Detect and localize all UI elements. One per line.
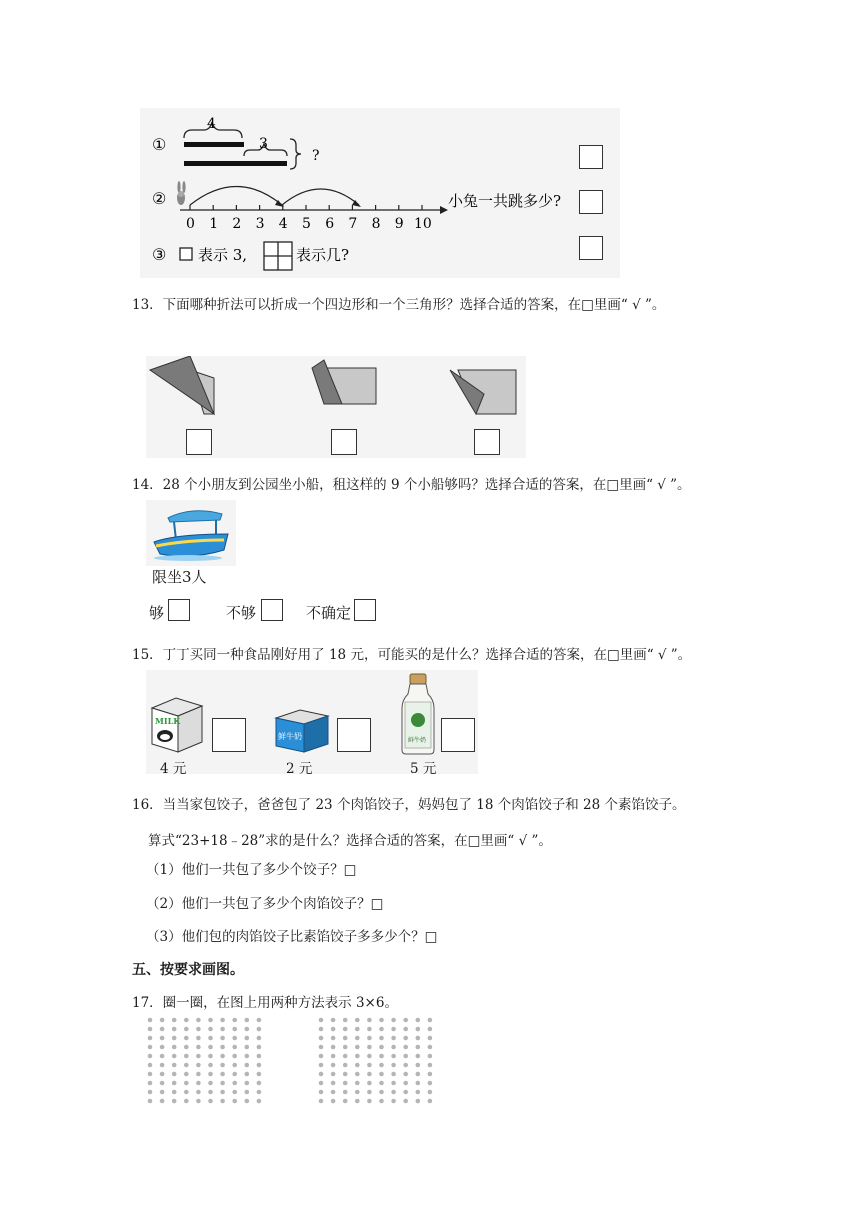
dot <box>172 1099 177 1104</box>
q15-option-box-2[interactable] <box>337 718 371 752</box>
numberline-label-6: 6 <box>325 216 335 232</box>
dot <box>403 1081 408 1086</box>
dot <box>331 1090 336 1095</box>
dot <box>196 1081 201 1086</box>
dot <box>257 1018 262 1023</box>
dot <box>379 1045 384 1050</box>
bar-bottom <box>184 161 287 166</box>
dot <box>331 1054 336 1059</box>
dot <box>196 1099 201 1104</box>
dot <box>416 1018 421 1023</box>
dot <box>379 1072 384 1077</box>
dot <box>367 1072 372 1077</box>
dot <box>257 1027 262 1032</box>
dot <box>220 1072 225 1077</box>
dot <box>379 1027 384 1032</box>
dot <box>257 1036 262 1041</box>
dot <box>232 1090 237 1095</box>
q12-figure <box>140 108 620 278</box>
dot <box>220 1027 225 1032</box>
dot <box>245 1072 250 1077</box>
dot <box>232 1027 237 1032</box>
dot <box>343 1090 348 1095</box>
dot <box>403 1072 408 1077</box>
q14-option-label-3: 不确定 <box>306 604 352 622</box>
dot <box>428 1045 433 1050</box>
dot <box>184 1072 189 1077</box>
dot <box>184 1027 189 1032</box>
dot <box>257 1072 262 1077</box>
dot <box>343 1036 348 1041</box>
dot <box>208 1099 213 1104</box>
dot <box>391 1099 396 1104</box>
numberline-label-8: 8 <box>371 216 381 232</box>
boat-icon <box>146 500 236 566</box>
dot <box>160 1099 165 1104</box>
dot <box>403 1099 408 1104</box>
dot <box>355 1054 360 1059</box>
dot <box>416 1099 421 1104</box>
dot <box>184 1036 189 1041</box>
dot <box>220 1045 225 1050</box>
dot <box>232 1081 237 1086</box>
q13-text: 13．下面哪种折法可以折成一个四边形和一个三角形？选择合适的答案，在□里画“ √ ”。 <box>132 297 666 313</box>
dot <box>184 1054 189 1059</box>
bar-top <box>184 142 244 147</box>
dot <box>148 1072 153 1077</box>
dot <box>391 1027 396 1032</box>
dot <box>428 1054 433 1059</box>
dot <box>379 1081 384 1086</box>
dot <box>196 1018 201 1023</box>
small-square <box>180 248 192 260</box>
dot <box>391 1045 396 1050</box>
dot <box>160 1090 165 1095</box>
box-means-text: 表示 3, <box>198 246 248 264</box>
dot <box>331 1036 336 1041</box>
fresh-milk-text: 鲜牛奶 <box>278 732 302 741</box>
q14-text: 14．28 个小朋友到公园坐小船，租这样的 9 个小船够吗？选择合适的答案，在□里画“ √ ”。 <box>132 477 691 493</box>
boat-limit-label: 限坐3人 <box>152 568 207 586</box>
q16-option-1[interactable]: （1）他们一共包了多少个饺子？□ <box>146 862 357 878</box>
q16-option-2[interactable]: （2）他们一共包了多少个肉馅饺子？□ <box>146 896 384 912</box>
dot <box>172 1081 177 1086</box>
dot <box>391 1036 396 1041</box>
dot <box>331 1018 336 1023</box>
dot <box>220 1063 225 1068</box>
q15-text: 15．丁丁买同一种食品刚好用了 18 元，可能买的是什么？选择合适的答案，在□里画“ √ ”。 <box>132 647 692 663</box>
dot <box>220 1054 225 1059</box>
dot <box>343 1081 348 1086</box>
circle-1: ① <box>152 135 167 154</box>
milk-carton-icon <box>146 694 208 754</box>
q12-answer-box-3[interactable] <box>579 236 603 260</box>
numberline-label-10: 10 <box>414 216 432 232</box>
grid-means-text: 表示几? <box>296 246 350 264</box>
dot <box>343 1099 348 1104</box>
dot <box>343 1027 348 1032</box>
dot <box>172 1054 177 1059</box>
dot <box>160 1027 165 1032</box>
dot-grid-left[interactable] <box>146 1016 264 1104</box>
dot <box>319 1063 324 1068</box>
dot <box>391 1063 396 1068</box>
dot <box>184 1081 189 1086</box>
dot <box>355 1045 360 1050</box>
dot <box>416 1072 421 1077</box>
dot <box>245 1054 250 1059</box>
price-label-3: 5 元 <box>410 761 437 777</box>
dot <box>331 1081 336 1086</box>
dot <box>208 1072 213 1077</box>
dot <box>428 1027 433 1032</box>
numberline-label-1: 1 <box>209 216 219 232</box>
dot <box>208 1018 213 1023</box>
dot <box>257 1054 262 1059</box>
dot <box>319 1045 324 1050</box>
q15-option-box-3[interactable] <box>441 718 475 752</box>
dot <box>343 1072 348 1077</box>
dot <box>367 1036 372 1041</box>
dot <box>391 1054 396 1059</box>
dot <box>196 1054 201 1059</box>
dot <box>416 1054 421 1059</box>
dot <box>391 1072 396 1077</box>
q14-option-box-1[interactable] <box>168 599 190 621</box>
numberline-label-2: 2 <box>232 216 242 232</box>
dot <box>172 1045 177 1050</box>
dot <box>196 1072 201 1077</box>
dot <box>196 1090 201 1095</box>
dot <box>355 1072 360 1077</box>
dot <box>172 1063 177 1068</box>
dot <box>391 1090 396 1095</box>
dot <box>196 1027 201 1032</box>
dot <box>367 1045 372 1050</box>
dot <box>172 1027 177 1032</box>
q16-line-1: 16．当当家包饺子，爸爸包了 23 个肉馅饺子，妈妈包了 18 个肉馅饺子和 28 个素馅饺子。 <box>132 797 686 813</box>
milk-bottle-icon <box>398 672 438 756</box>
dot <box>220 1081 225 1086</box>
dot <box>428 1099 433 1104</box>
dot <box>416 1027 421 1032</box>
price-label-1: 4 元 <box>160 761 187 777</box>
price-label-2: 2 元 <box>286 761 313 777</box>
q16-line-2: 算式“23+18﹣28”求的是什么？选择合适的答案，在□里画“ √ ”。 <box>148 833 552 849</box>
q13-option-box-1[interactable] <box>186 429 212 455</box>
dot <box>319 1036 324 1041</box>
dot <box>208 1063 213 1068</box>
dot <box>220 1099 225 1104</box>
dot <box>355 1081 360 1086</box>
dot <box>160 1054 165 1059</box>
dot <box>160 1072 165 1077</box>
q13-option-box-3[interactable] <box>474 429 500 455</box>
circle-2: ② <box>152 189 167 208</box>
dot <box>208 1045 213 1050</box>
q12-answer-box-2[interactable] <box>579 190 603 214</box>
dot <box>257 1081 262 1086</box>
numberline-label-5: 5 <box>302 216 311 232</box>
circle-3: ③ <box>152 245 167 264</box>
dot <box>343 1045 348 1050</box>
q14-option-box-2[interactable] <box>261 599 283 621</box>
bar-bottom-label: 3 <box>259 136 268 152</box>
dot <box>245 1090 250 1095</box>
milk-carton-text: MILK <box>155 716 181 726</box>
dot <box>355 1027 360 1032</box>
dot <box>331 1072 336 1077</box>
dot <box>196 1063 201 1068</box>
dot <box>319 1099 324 1104</box>
dot <box>220 1090 225 1095</box>
dot <box>403 1036 408 1041</box>
dot <box>367 1081 372 1086</box>
q16-option-3[interactable]: （3）他们包的肉馅饺子比素馅饺子多多少个？□ <box>146 929 438 945</box>
dot <box>403 1027 408 1032</box>
dot <box>331 1063 336 1068</box>
numberline-label-7: 7 <box>348 216 358 232</box>
dot <box>331 1099 336 1104</box>
numberline-label-3: 3 <box>255 216 265 232</box>
dot <box>416 1063 421 1068</box>
dot <box>257 1090 262 1095</box>
dot <box>379 1054 384 1059</box>
dot <box>403 1054 408 1059</box>
dot <box>379 1063 384 1068</box>
dot <box>319 1090 324 1095</box>
dot <box>343 1054 348 1059</box>
dot <box>367 1027 372 1032</box>
dot <box>416 1036 421 1041</box>
dot <box>391 1018 396 1023</box>
dot <box>232 1045 237 1050</box>
bottle-text: 鲜牛奶 <box>408 737 427 744</box>
dot <box>416 1090 421 1095</box>
q14-option-box-3[interactable] <box>354 599 376 621</box>
dot <box>148 1081 153 1086</box>
dot <box>428 1036 433 1041</box>
dot <box>403 1045 408 1050</box>
dot <box>245 1027 250 1032</box>
dot <box>403 1018 408 1023</box>
dot <box>343 1018 348 1023</box>
dot <box>160 1045 165 1050</box>
dot <box>319 1054 324 1059</box>
dot <box>319 1018 324 1023</box>
dot <box>172 1072 177 1077</box>
dot <box>148 1099 153 1104</box>
dot <box>148 1063 153 1068</box>
dot <box>355 1018 360 1023</box>
dot <box>257 1045 262 1050</box>
dot <box>428 1081 433 1086</box>
dot <box>379 1099 384 1104</box>
bar-top-label: 4 <box>207 116 216 132</box>
dot <box>331 1045 336 1050</box>
dot <box>355 1090 360 1095</box>
dot <box>208 1081 213 1086</box>
dot <box>367 1063 372 1068</box>
dot <box>232 1072 237 1077</box>
dot <box>257 1063 262 1068</box>
dot <box>148 1045 153 1050</box>
dot <box>184 1099 189 1104</box>
dot <box>160 1036 165 1041</box>
numberline-label-4: 4 <box>278 216 288 232</box>
q15-option-box-1[interactable] <box>212 718 246 752</box>
dot <box>257 1099 262 1104</box>
numberline-label-9: 9 <box>394 216 404 232</box>
dot <box>245 1063 250 1068</box>
dot <box>245 1036 250 1041</box>
dot <box>232 1054 237 1059</box>
fresh-milk-carton-icon <box>272 706 334 754</box>
dot <box>403 1063 408 1068</box>
dot <box>331 1027 336 1032</box>
dot <box>355 1036 360 1041</box>
dot <box>148 1054 153 1059</box>
q13-option-box-2[interactable] <box>331 429 357 455</box>
dot <box>245 1099 250 1104</box>
dot <box>184 1045 189 1050</box>
numberline-label-0: 0 <box>186 216 195 232</box>
dot <box>379 1018 384 1023</box>
dot <box>428 1063 433 1068</box>
dot <box>319 1072 324 1077</box>
dot <box>160 1063 165 1068</box>
dot <box>160 1081 165 1086</box>
question-mark: ? <box>312 148 320 164</box>
dot <box>184 1090 189 1095</box>
dot <box>379 1090 384 1095</box>
grid-square <box>264 242 292 270</box>
dot <box>379 1036 384 1041</box>
q12-answer-box-1[interactable] <box>579 145 603 169</box>
dot <box>391 1081 396 1086</box>
dot <box>428 1090 433 1095</box>
dot <box>208 1054 213 1059</box>
dot <box>343 1063 348 1068</box>
dot <box>220 1036 225 1041</box>
dot <box>148 1018 153 1023</box>
q14-option-label-1: 够 <box>149 604 165 622</box>
dot <box>428 1018 433 1023</box>
dot <box>208 1027 213 1032</box>
rabbit-question: 小兔一共跳多少? <box>448 192 562 210</box>
dot <box>428 1072 433 1077</box>
q17-text: 17．圈一圈，在图上用两种方法表示 3×6。 <box>132 995 398 1011</box>
dot <box>367 1054 372 1059</box>
dot <box>355 1099 360 1104</box>
dot <box>184 1018 189 1023</box>
dot <box>172 1090 177 1095</box>
dot <box>416 1081 421 1086</box>
dot <box>220 1018 225 1023</box>
dot <box>172 1036 177 1041</box>
dot <box>232 1018 237 1023</box>
dot <box>196 1036 201 1041</box>
dot <box>184 1063 189 1068</box>
dot <box>232 1036 237 1041</box>
dot <box>172 1018 177 1023</box>
dot <box>160 1018 165 1023</box>
dot <box>208 1036 213 1041</box>
dot <box>245 1081 250 1086</box>
dot <box>245 1045 250 1050</box>
dot <box>403 1090 408 1095</box>
dot <box>355 1063 360 1068</box>
dot <box>196 1045 201 1050</box>
dot <box>319 1027 324 1032</box>
dot <box>148 1090 153 1095</box>
section-5-title: 五、按要求画图。 <box>132 962 244 978</box>
dot <box>148 1036 153 1041</box>
dot <box>367 1099 372 1104</box>
dot-grid-right[interactable] <box>317 1016 435 1104</box>
dot <box>367 1090 372 1095</box>
dot <box>148 1027 153 1032</box>
q14-option-label-2: 不够 <box>226 604 257 622</box>
dot <box>232 1099 237 1104</box>
dot <box>319 1081 324 1086</box>
dot <box>245 1018 250 1023</box>
dot <box>208 1090 213 1095</box>
dot <box>367 1018 372 1023</box>
dot <box>232 1063 237 1068</box>
dot <box>416 1045 421 1050</box>
